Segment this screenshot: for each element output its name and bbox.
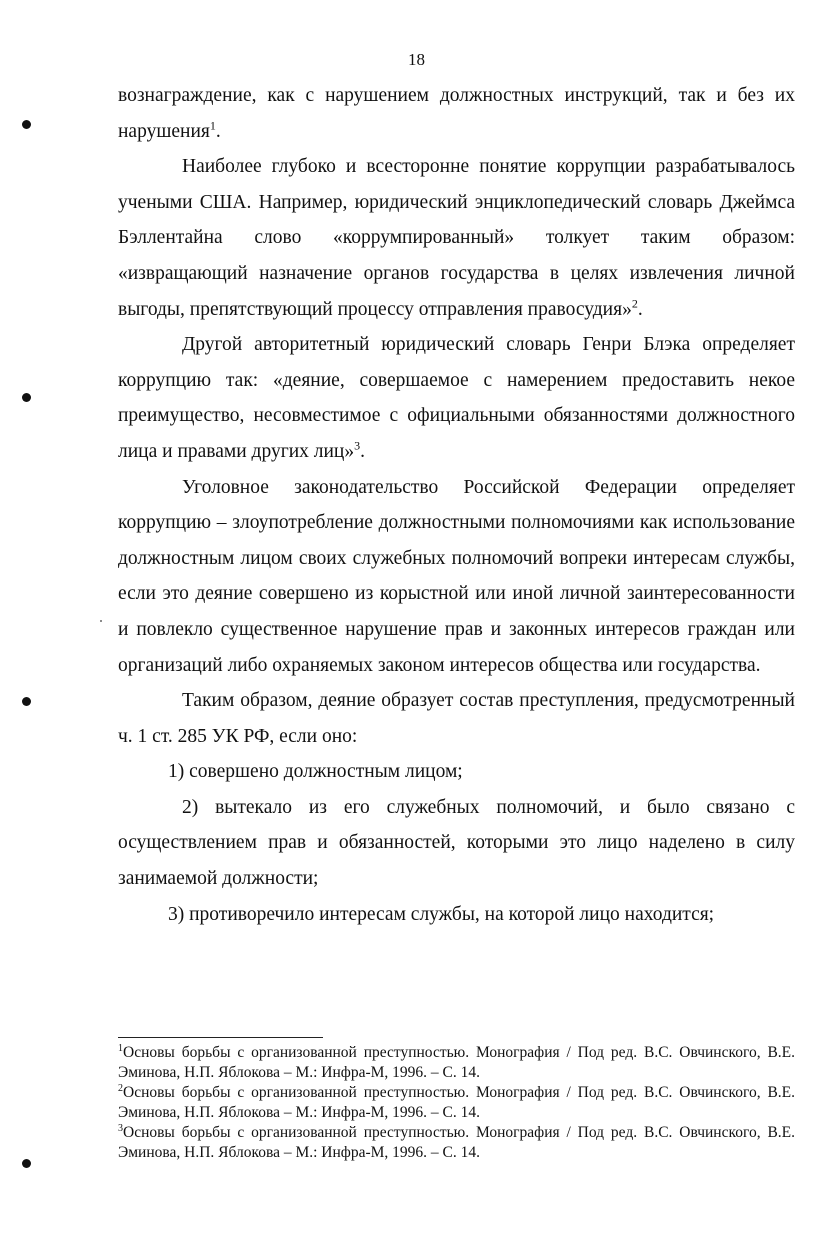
- paragraph: Уголовное законодательство Российской Федерации определяет коррупцию – злоупотребление должностными полномочиями как использование должностным лицом своих служебных полномочий вопреки интересам службы, если это деяние совершено из корыстной или иной личной заинтересованности и повлекло существенное нарушение прав и законных интересов граждан или организаций либо охраняемых законом интересов общества или государства.: [118, 476, 795, 676]
- binder-hole-mark: [22, 393, 31, 402]
- footnote-ref: 1: [209, 118, 216, 133]
- footnote-ref: 2: [631, 296, 638, 311]
- page-number: 18: [408, 50, 425, 69]
- paragraph: Другой авторитетный юридический словарь Генри Блэка определяет коррупцию так: «деяние, совершаемое с намерением предоставить некое преимущество, несовместимое с официальными обязанностями должностного лица и правами других лиц»$^3$.: [118, 334, 795, 462]
- scan-speck: [100, 620, 102, 622]
- footnotes: [118, 1043, 795, 1163]
- footnote: $^2$Основы борьбы с организованной преступностью. Монография / Под ред. В.С. Овчинского, В.Е. Эминова, Н.П. Яблокова – М.: Инфра-М, 1996. – С. 14.: [118, 1082, 795, 1121]
- binder-hole-mark: [22, 120, 31, 129]
- list-item: 3) противоречило интересам службы, на которой лицо находится;: [168, 903, 715, 925]
- footnote: $^3$Основы борьбы с организованной преступностью. Монография / Под ред. В.С. Овчинского, В.Е. Эминова, Н.П. Яблокова – М.: Инфра-М, 1996. – С. 14.: [118, 1122, 795, 1161]
- list-item: 1) совершено должностным лицом;: [168, 761, 463, 783]
- list-item: 2) вытекало из его служебных полномочий, и было связано с осуществлением прав и обязанностей, которыми это лицо наделено в силу занимаемой должности;: [118, 796, 795, 890]
- paragraph: Таким образом, деяние образует состав преступления, предусмотренный ч. 1 ст. 285 УК РФ, если оно:: [118, 690, 795, 747]
- binder-hole-mark: [22, 697, 31, 706]
- footnote: $^1$Основы борьбы с организованной преступностью. Монография / Под ред. В.С. Овчинского, В.Е. Эминова, Н.П. Яблокова – М.: Инфра-М, 1996. – С. 14.: [118, 1042, 795, 1081]
- binder-hole-mark: [22, 1159, 31, 1168]
- footnote-ref: 3: [354, 438, 361, 453]
- paragraph: Наиболее глубоко и всесторонне понятие коррупции разрабатывалось учеными США. Например, юридический энциклопедический словарь Джеймса Бэллентайна слово «коррумпированный» толкует таким образом: «извращающий назначение органов государства в целях извлечения личной выгоды, препятствующий процессу отправления правосудия»$^2$.: [118, 156, 795, 320]
- footnote-separator: [118, 1037, 323, 1038]
- paragraph: вознаграждение, как с нарушением должностных инструкций, так и без их нарушения$^1$.: [118, 85, 795, 142]
- body-text: [118, 78, 795, 932]
